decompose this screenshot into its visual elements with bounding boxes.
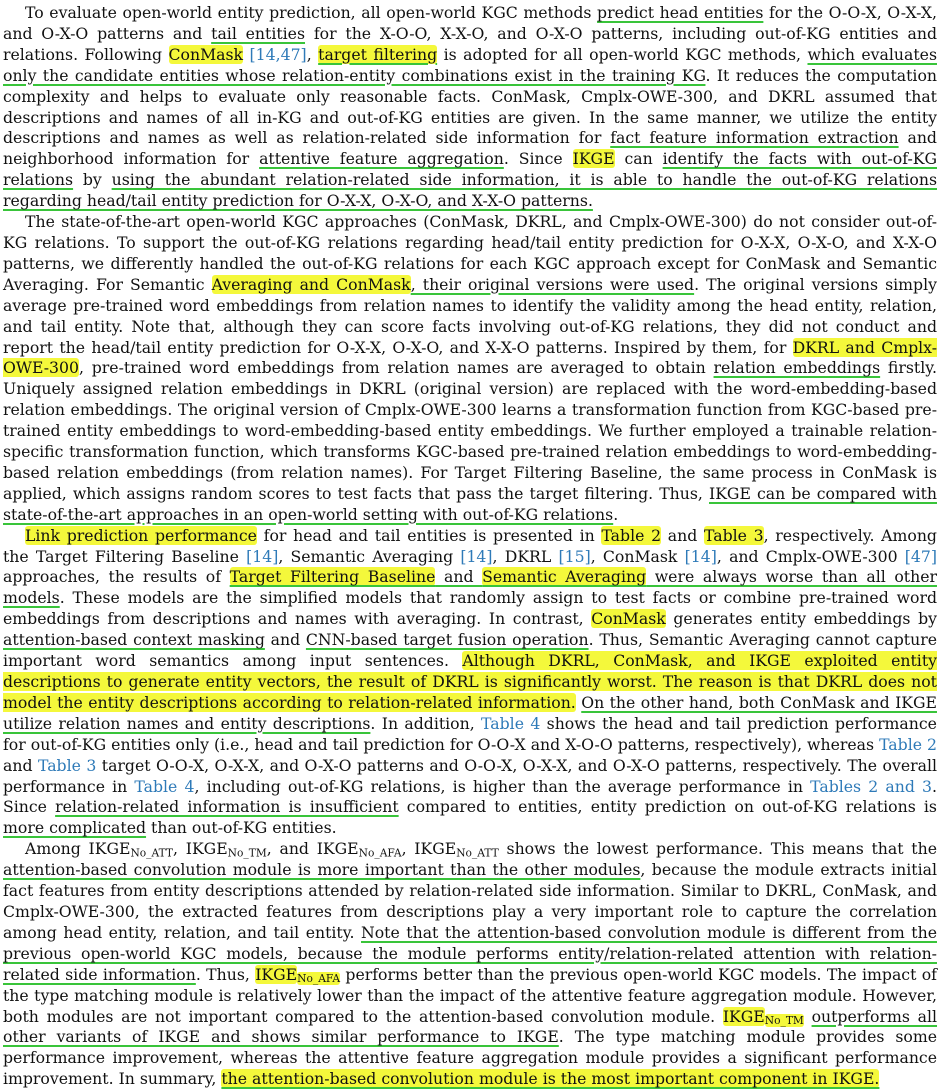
- text-run: . The original versions simply average pre-trained word embeddings from relation names to identify the validity among the head entity, relation, and tail entity. Note that, although they can score facts involving out-of-KG relations, they did not conduct and report the head/tail entity prediction for O-X-X, O-X-O, and X-X-O patterns. Inspired by them, for: [3, 274, 937, 357]
- text-run: The state-of-the-art open-world KGC approaches (ConMask, DKRL, and Cmplx-OWE-300) do not consider out-of-KG relations. To support the out-of-KG relations regarding head/tail entity prediction for O-X-X, O-X-O, and X-X-O patterns, we differently handled the out-of-KG relations for each KGC approach except for ConMask and Semantic Averaging. For Semantic: [3, 212, 937, 294]
- citation-link[interactable]: [15]: [558, 546, 591, 566]
- highlighted-text: IKGE: [572, 149, 615, 169]
- underlined-text: were always worse than all other models: [3, 567, 937, 608]
- underlined-text: tail entities: [211, 23, 306, 43]
- text-run: for head and tail entities is presented in: [256, 525, 602, 545]
- text-run: is adopted for all open-world KGC methods,: [437, 44, 808, 64]
- text-run: compared to entities, entity prediction on out-of-KG relations is: [398, 797, 937, 817]
- text-run: , Semantic Averaging: [278, 546, 461, 566]
- paragraph-entity-prediction-setup: [3, 3, 937, 212]
- highlighted-text: Averaging and ConMask: [211, 274, 411, 294]
- underlined-text: attentive feature aggregation: [259, 149, 504, 169]
- highlighted-underlined-text: the attention-based convolution module is the most important component in IKGE.: [221, 1069, 880, 1089]
- highlighted-text: Table 3: [703, 525, 764, 545]
- highlighted-text: Although DKRL, ConMask, and IKGE exploited entity descriptions to generate entity vectors, the result of DKRL is significantly worst. The reason is that DKRL does not model the entity descriptions according to relation-related information.: [3, 651, 937, 712]
- text-run: , and IKGE: [266, 839, 359, 859]
- underlined-text: CNN-based target fusion operation: [305, 630, 589, 650]
- citation-link[interactable]: [14]: [684, 546, 717, 566]
- paragraph-ablation-study: [3, 839, 937, 1090]
- citation-link[interactable]: [14]: [246, 546, 279, 566]
- text-run: . It reduces the computation complexity and helps to evaluate only reasonable facts. ConMask, Cmplx-OWE-300, and DKRL assumed that descriptions and names of all in-KG and out-of-KG entities are given. In the same manner, we utilize the entity descriptions and names as well as relation-related side information for: [3, 65, 938, 148]
- highlighted-text: Table 2: [601, 525, 662, 545]
- paragraph-out-of-kg-relations: [3, 212, 937, 526]
- highlighted-underlined-text: Target Filtering Baseline: [229, 567, 436, 587]
- text-run: , IKGE: [401, 839, 457, 859]
- underlined-text: Note that the attention-based convolution module is different from the previous open-world KGC models, because the module performs entity/relation-related attention with relation-related side information: [3, 922, 937, 984]
- text-run: generates entity embeddings by: [665, 609, 937, 629]
- citation-link[interactable]: Table 2: [879, 734, 937, 754]
- underlined-text: On the other hand, both ConMask and IKGE utilize relation names and entity descriptions: [3, 692, 937, 733]
- underlined-text: attention-based context masking: [3, 630, 265, 650]
- document-body: [3, 3, 937, 1090]
- text-run: . Thus, Semantic Averaging cannot capture important word semantics among input sentences.: [3, 630, 937, 671]
- underlined-text: more complicated: [3, 818, 147, 838]
- text-run: [804, 1007, 812, 1026]
- text-run: To evaluate open-world entity prediction, all open-world KGC methods: [25, 3, 598, 22]
- highlighted-underlined-text: Semantic Averaging: [482, 567, 647, 587]
- text-run: . The type matching module provides some performance improvement, whereas the attentive feature aggregation module provides a significant performance improvement. In summary,: [3, 1027, 937, 1089]
- underlined-text: relation-related information is insufficient: [55, 797, 399, 817]
- citation-link[interactable]: Tables 2 and 3: [810, 776, 932, 796]
- text-run: . Since: [3, 776, 937, 817]
- text-run: . Thus,: [195, 964, 256, 984]
- underlined-text: , their original versions were used: [410, 274, 695, 294]
- text-run: , respectively. Among the Target Filtering Baseline: [3, 525, 937, 566]
- text-run: , IKGE: [173, 839, 228, 859]
- text-run: , because the module extracts initial fact features from entity descriptions attended by relation-related side information. Similar to DKRL, ConMask, and Cmplx-OWE-300, the extracted features from descriptions play a very important role to capture the correlation among head entity, relation, and tail entity.: [3, 860, 937, 942]
- highlighted-text: ConMask: [591, 609, 666, 629]
- underlined-text: relation embeddings: [713, 358, 881, 378]
- highlighted-text: Link prediction performance: [25, 525, 257, 545]
- subscript: No_AFA: [358, 846, 402, 860]
- text-run: for the O-O-X, O-X-X, and O-X-O patterns and: [3, 3, 937, 43]
- text-run: and: [3, 755, 38, 775]
- text-run: than out-of-KG entities.: [146, 818, 337, 838]
- underlined-text: outperforms all other variants of IKGE and shows similar performance to IKGE: [3, 1006, 938, 1047]
- text-run: target O-O-X, O-X-X, and O-X-O patterns and O-O-X, O-X-X, and O-X-O patterns, respectively. The overall performance in: [3, 755, 937, 796]
- text-run: performs better than the previous open-world KGC models. The impact of the type matching module is relatively lower than the impact of the attentive feature aggregation module. However, both modules are not important compared to the attention-based convolution module.: [3, 964, 937, 1026]
- underlined-text: predict head entities: [597, 3, 764, 22]
- citation-link[interactable]: [14,47]: [249, 44, 307, 64]
- citation-link[interactable]: Table 3: [37, 755, 97, 775]
- citation-link[interactable]: Table 4: [134, 776, 195, 796]
- citation-link[interactable]: Table 4: [481, 713, 541, 733]
- underlined-text: which evaluates only the candidate entities whose relation-entity combinations exist in the training KG: [3, 44, 937, 85]
- underlined-text: IKGE can be compared with state-of-the-art approaches in an open-world setting with out-of-KG relations: [3, 483, 937, 524]
- text-run: and: [661, 525, 704, 545]
- citation-link[interactable]: [47]: [904, 546, 937, 566]
- text-run: shows the lowest performance. This means that the: [498, 839, 937, 859]
- highlighted-text: DKRL and Cmplx-OWE-300: [3, 337, 938, 378]
- underlined-text: attention-based convolution module is more important than the other modules: [3, 860, 641, 880]
- text-run: . Since: [503, 149, 573, 169]
- text-run: can: [614, 149, 663, 169]
- subscript: No_TM: [227, 846, 267, 860]
- highlighted-text: IKGE: [255, 964, 298, 984]
- subscript: No_ATT: [456, 846, 499, 860]
- text-run: and: [264, 630, 306, 650]
- highlighted-underlined-text: target filtering: [318, 44, 438, 64]
- subscript: No_AFA: [297, 972, 341, 986]
- underlined-text: fact feature information extraction: [610, 128, 899, 148]
- text-run: and neighborhood information for: [3, 128, 937, 169]
- text-run: .: [613, 504, 619, 524]
- text-run: by: [73, 170, 112, 190]
- highlighted-text: IKGE: [722, 1006, 765, 1026]
- text-run: , DKRL: [492, 546, 559, 566]
- text-run: . These models are the simplified models that randomly assign to test facts or combine pre-trained word embeddings from descriptions and names with averaging. In contrast,: [3, 588, 937, 629]
- subscript: No_TM: [764, 1014, 804, 1028]
- underlined-text: using the abundant relation-related side information, it is able to handle the out-of-KG relations regarding head/tail entity prediction for O-X-X, O-X-O, and X-X-O patterns.: [3, 170, 937, 211]
- text-run: . In addition,: [370, 713, 482, 733]
- text-run: , pre-trained word embeddings from relation names are averaged to obtain: [78, 358, 714, 378]
- subscript: No_ATT: [130, 846, 174, 860]
- text-run: shows the head and tail prediction performance for out-of-KG entities only (i.e., head and tail prediction for O-O-X and X-O-O patterns, respectively), whereas: [3, 713, 937, 754]
- text-run: , including out-of-KG relations, is higher than the average performance in: [194, 776, 811, 796]
- text-run: for the X-O-O, X-X-O, and O-X-O patterns, including out-of-KG entities and relations. Following: [3, 23, 937, 64]
- text-run: ,: [306, 44, 319, 64]
- text-run: , and Cmplx-OWE-300: [716, 546, 905, 566]
- text-run: , ConMask: [590, 546, 685, 566]
- text-run: approaches, the results of: [3, 567, 230, 587]
- text-run: firstly. Uniquely assigned relation embeddings in DKRL (original version) are replaced with the word-embedding-based relation embeddings. The original version of Cmplx-OWE-300 learns a transformation function from KGC-based pre-trained entity embeddings to word-embedding-based entity embeddings. We further employed a trainable relation-specific transformation function, which transforms KGC-based pre-trained relation embeddings to word-embedding-based relation embeddings (from relation names). For Target Filtering Baseline, the same process in ConMask is applied, which assigns random scores to test facts that pass the target filtering. Thus,: [3, 358, 937, 503]
- underlined-text: and: [435, 567, 483, 587]
- paragraph-link-prediction-performance: [3, 526, 937, 840]
- citation-link[interactable]: [14]: [460, 546, 493, 566]
- underlined-text: identify the facts with out-of-KG relations: [3, 149, 937, 190]
- text-run: Among IKGE: [25, 839, 131, 859]
- highlighted-text: ConMask: [168, 44, 244, 64]
